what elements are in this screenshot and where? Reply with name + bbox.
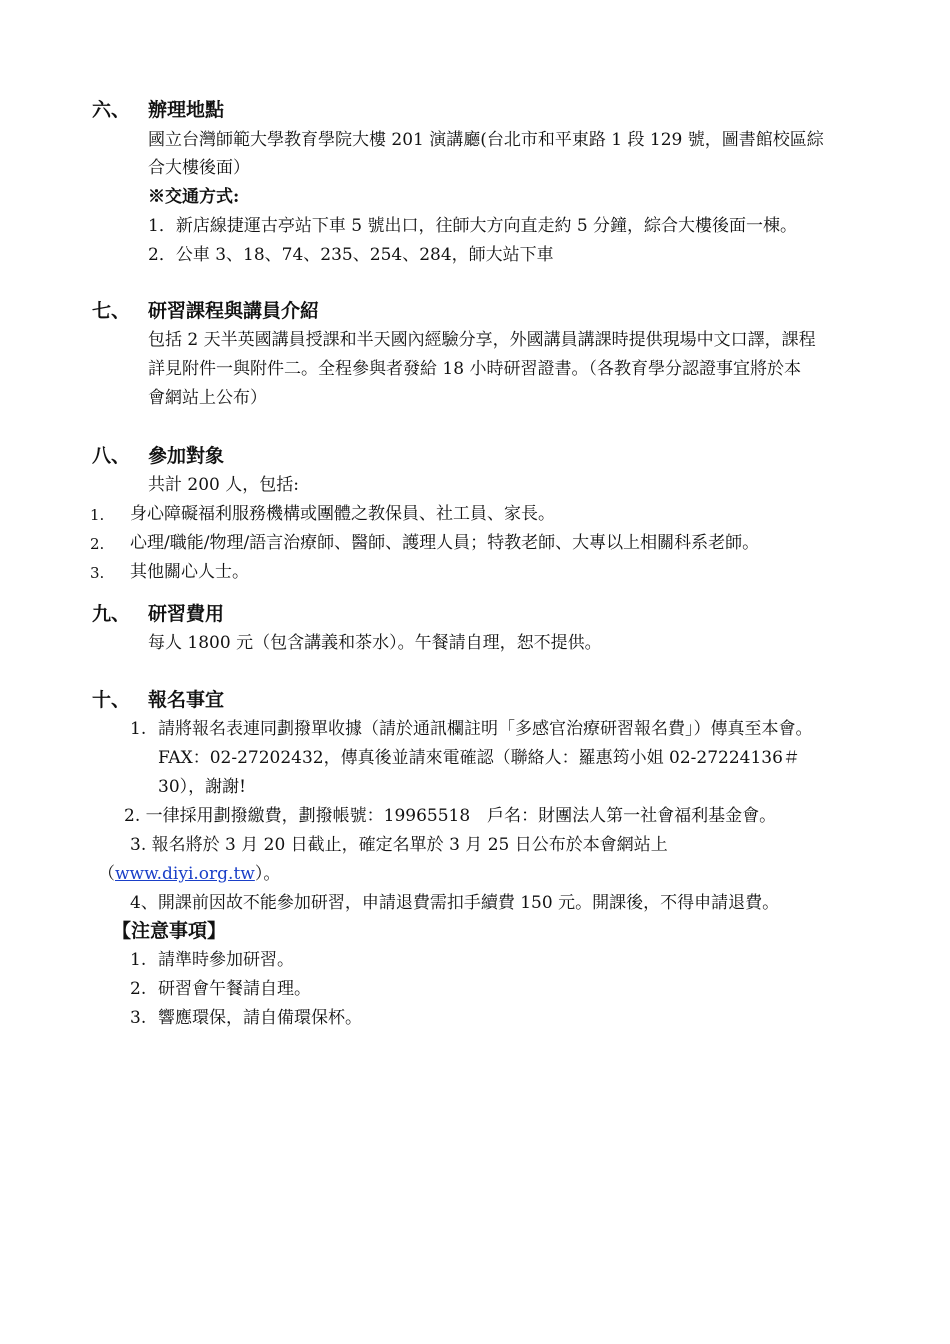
registration-item-2: 2. 一律採用劃撥繳費，劃撥帳號：19965518 戶名：財團法人第一社會福利基金會。 — [124, 806, 777, 826]
website-link[interactable]: www.diyi.org.tw — [115, 864, 255, 884]
list-item: 其他關心人士。 — [130, 562, 249, 582]
section-8-title: 參加對象 — [148, 445, 225, 467]
list-item: 身心障礙福利服務機構或團體之教保員、社工員、家長。 — [130, 504, 555, 524]
notes-title: 【注意事項】 — [112, 920, 227, 942]
course-line-3: 會網站上公布） — [148, 388, 267, 408]
close-paren: ）。 — [254, 864, 281, 884]
transport-item-2: 2．公車 3、18、74、235、254、284，師大站下車 — [148, 245, 554, 265]
section-6-number: 六、 — [92, 99, 131, 121]
section-6-title: 辦理地點 — [148, 99, 225, 121]
section-10-number: 十、 — [92, 689, 131, 711]
venue-line-1: 國立台灣師範大學教育學院大樓 201 演講廳(台北市和平東路 1 段 129 號，圖書館校區綜 — [148, 130, 824, 150]
list-item-number: 1. — [90, 506, 105, 524]
note-item-number: 3. — [130, 1008, 147, 1028]
registration-item-3-line-2 — [98, 862, 280, 886]
note-item-number: 1. — [130, 950, 147, 970]
section-7-number: 七、 — [92, 300, 131, 322]
transport-item-1: 1．新店線捷運古亭站下車 5 號出口，往師大方向直走約 5 分鐘，綜合大樓後面一棟。 — [148, 216, 798, 236]
registration-item-1-line-3: 30），謝謝! — [158, 777, 246, 797]
registration-item-1-line-2: FAX：02-27202432，傳真後並請來電確認（聯絡人：羅惠筠小姐 02-27224136＃ — [158, 748, 800, 768]
transport-title: ※交通方式: — [148, 187, 240, 207]
list-item-number: 3. — [90, 564, 105, 582]
fee-line: 每人 1800 元（包含講義和茶水）。午餐請自理，恕不提供。 — [148, 633, 602, 653]
note-item: 響應環保，請自備環保杯。 — [158, 1008, 362, 1028]
registration-item-3-line-1: 3. 報名將於 3 月 20 日截止，確定名單於 3 月 25 日公布於本會網站上 — [130, 835, 668, 855]
note-item: 研習會午餐請自理。 — [158, 979, 311, 999]
registration-item-4: 4、開課前因故不能參加研習，申請退費需扣手續費 150 元。開課後，不得申請退費。 — [130, 893, 780, 913]
section-9-title: 研習費用 — [148, 603, 225, 625]
registration-item-1-line-1: 請將報名表連同劃撥單收據（請於通訊欄註明「多感官治療研習報名費」）傳真至本會。 — [158, 719, 813, 739]
section-10-title: 報名事宜 — [148, 689, 225, 711]
list-item: 心理/職能/物理/語言治療師、醫師、護理人員；特教老師、大專以上相關科系老師。 — [130, 533, 760, 553]
section-7-title: 研習課程與講員介紹 — [148, 300, 320, 322]
open-paren: （ — [98, 864, 115, 884]
list-item-number: 2. — [90, 535, 105, 553]
venue-line-2: 合大樓後面） — [148, 158, 250, 178]
section-8-number: 八、 — [92, 445, 131, 467]
registration-item-1-number: 1. — [130, 719, 147, 739]
note-item: 請準時參加研習。 — [158, 950, 294, 970]
course-line-1: 包括 2 天半英國講員授課和半天國內經驗分享，外國講員講課時提供現場中文口譯，課程 — [148, 330, 816, 350]
note-item-number: 2. — [130, 979, 147, 999]
course-line-2: 詳見附件一與附件二。全程參與者發給 18 小時研習證書。（各教育學分認證事宜將於本 — [148, 359, 801, 379]
section-9-number: 九、 — [92, 603, 131, 625]
participants-intro: 共計 200 人，包括: — [148, 475, 299, 495]
